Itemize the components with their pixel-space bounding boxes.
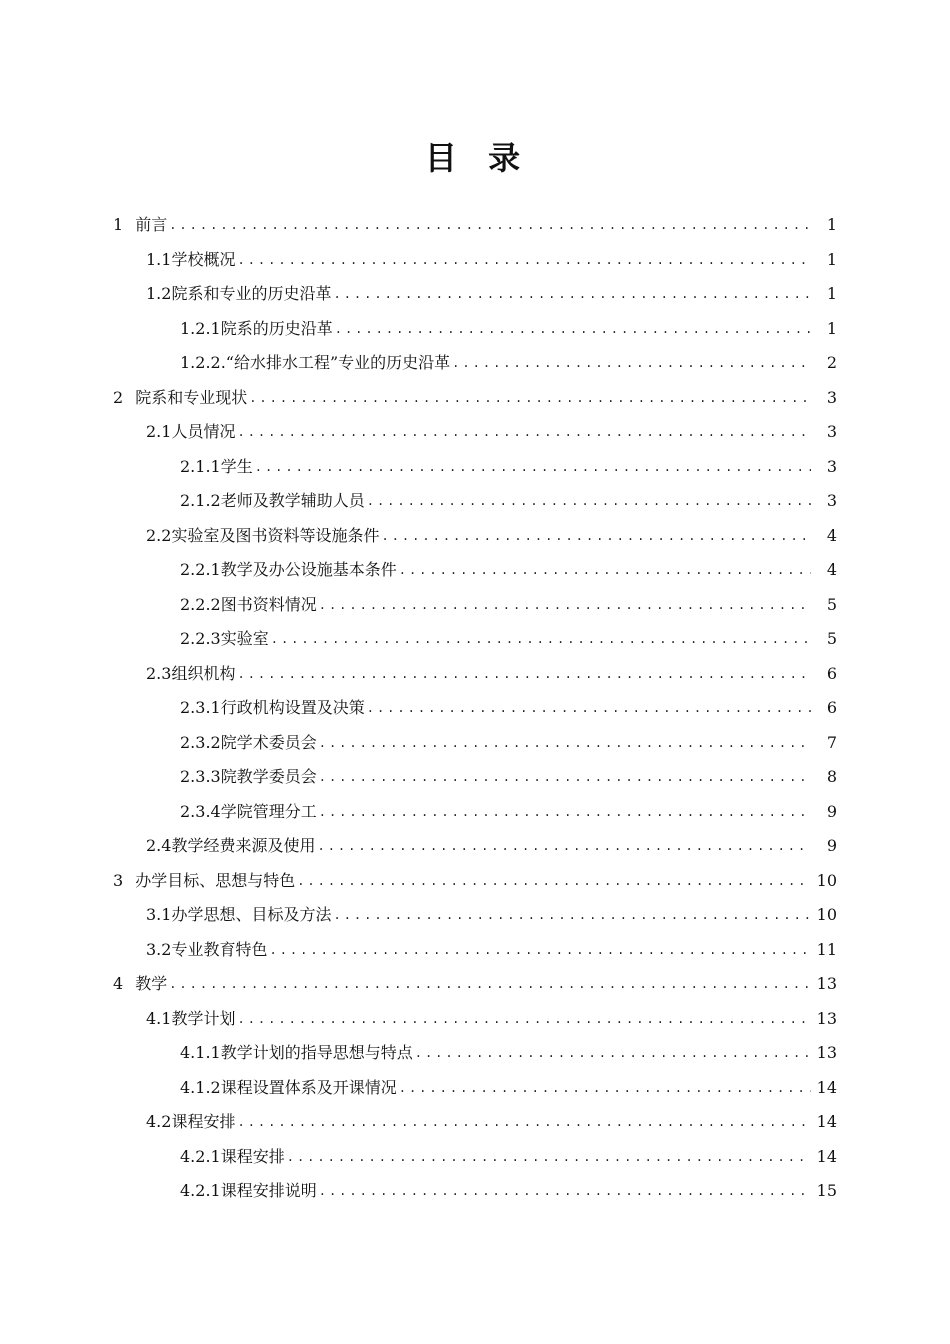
toc-dot-leader <box>399 560 811 580</box>
toc-entry[interactable] <box>0 1105 950 1140</box>
toc-dot-leader <box>237 422 811 442</box>
toc-dot-leader <box>367 491 811 511</box>
toc-entry-number: 3.2 <box>146 939 172 959</box>
toc-entry-page-number: 3 <box>826 456 837 476</box>
toc-entry-title: 人员情况 <box>171 422 236 442</box>
toc-entry[interactable] <box>0 691 950 726</box>
toc-entry-page-number: 3 <box>826 491 837 511</box>
toc-entry-number: 1.2 <box>146 284 172 304</box>
toc-entry-number: 2.2.1 <box>180 560 221 580</box>
toc-entry[interactable] <box>0 864 950 899</box>
toc-entry-page-number: 9 <box>826 801 837 821</box>
toc-entry-page-number: 1 <box>826 318 837 338</box>
toc-entry-number: 2.4 <box>146 836 172 856</box>
toc-entry-page-number: 5 <box>826 629 837 649</box>
toc-entry-number: 3 <box>113 870 124 890</box>
toc-entry-page-number: 3 <box>826 422 837 442</box>
toc-entry[interactable] <box>0 588 950 623</box>
toc-entry-number: 2.1 <box>146 422 172 442</box>
toc-entry-page-number: 10 <box>816 870 837 890</box>
toc-entry[interactable] <box>0 795 950 830</box>
toc-entry-number: 2.2.3 <box>180 629 221 649</box>
toc-dot-leader <box>287 1147 811 1167</box>
toc-entry-title: 实验室 <box>220 629 269 649</box>
toc-entry-title: 课程设置体系及开课情况 <box>220 1077 397 1097</box>
toc-dot-leader <box>237 1009 811 1029</box>
toc-entry-number: 4 <box>113 974 124 994</box>
toc-entry-title: 教学计划的指导思想与特点 <box>220 1043 413 1063</box>
toc-entry-number: 4.1.2 <box>180 1077 221 1097</box>
toc-entry-page-number: 7 <box>826 732 837 752</box>
page-title: 目 录 <box>424 139 531 177</box>
toc-dot-leader <box>319 802 811 822</box>
toc-entry-page-number: 13 <box>816 1008 837 1028</box>
toc-entry-title: 老师及教学辅助人员 <box>220 491 365 511</box>
toc-entry-title: “给水排水工程”专业的历史沿革 <box>225 353 451 373</box>
toc-dot-leader <box>415 1043 811 1063</box>
toc-entry-page-number: 13 <box>816 1043 837 1063</box>
toc-entry-number: 2.3.1 <box>180 698 221 718</box>
toc-entry-page-number: 13 <box>816 974 837 994</box>
toc-entry-page-number: 1 <box>826 284 837 304</box>
toc-entry[interactable] <box>0 1174 950 1209</box>
toc-entry[interactable] <box>0 243 950 278</box>
toc-entry[interactable] <box>0 553 950 588</box>
toc-entry[interactable] <box>0 415 950 450</box>
toc-dot-leader <box>317 836 811 856</box>
toc-entry-page-number: 4 <box>826 525 837 545</box>
toc-entry[interactable] <box>0 760 950 795</box>
toc-dot-leader <box>237 250 811 270</box>
toc-entry-page-number: 14 <box>816 1077 837 1097</box>
toc-entry-number: 1.1 <box>146 249 172 269</box>
toc-dot-leader <box>319 767 811 787</box>
toc-entry-number: 4.2 <box>146 1112 172 1132</box>
toc-entry-page-number: 11 <box>816 939 837 959</box>
toc-entry-page-number: 9 <box>826 836 837 856</box>
toc-dot-leader <box>452 353 811 373</box>
toc-dot-leader <box>255 457 811 477</box>
toc-entry-title: 院系和专业现状 <box>135 387 248 407</box>
toc-entry-number: 4.2.1 <box>180 1146 221 1166</box>
toc-dot-leader <box>381 526 811 546</box>
toc-entry-title: 教学 <box>135 974 168 994</box>
toc-entry-number: 4.1 <box>146 1008 172 1028</box>
toc-dot-leader <box>333 284 811 304</box>
toc-entry-number: 2.3.4 <box>180 801 221 821</box>
toc-entry-title: 院教学委员会 <box>220 767 317 787</box>
toc-entry-page-number: 14 <box>816 1146 837 1166</box>
toc-dot-leader <box>169 215 811 235</box>
toc-entry[interactable] <box>0 519 950 554</box>
toc-entry-page-number: 15 <box>816 1181 837 1201</box>
toc-dot-leader <box>319 733 811 753</box>
toc-entry-number: 2.1.1 <box>180 456 221 476</box>
toc-entry-number: 1 <box>113 215 124 235</box>
toc-dot-leader <box>169 974 811 994</box>
toc-entry-number: 3.1 <box>146 905 172 925</box>
toc-dot-leader <box>297 871 811 891</box>
toc-dot-leader <box>269 940 811 960</box>
toc-entry-number: 1.2.1 <box>180 318 221 338</box>
toc-entry-title: 院系和专业的历史沿革 <box>171 284 332 304</box>
toc-dot-leader <box>335 319 811 339</box>
toc-entry-title: 教学及办公设施基本条件 <box>220 560 397 580</box>
toc-dot-leader <box>367 698 811 718</box>
toc-entry-title: 学生 <box>220 456 253 476</box>
toc-dot-leader <box>333 905 811 925</box>
toc-entry-title: 前言 <box>135 215 168 235</box>
toc-entry-title: 院学术委员会 <box>220 732 317 752</box>
toc-entry-title: 办学目标、思想与特色 <box>135 870 296 890</box>
toc-entry-number: 2.3.3 <box>180 767 221 787</box>
toc-entry-page-number: 14 <box>816 1112 837 1132</box>
toc-dot-leader <box>237 1112 811 1132</box>
toc-entry-number: 1.2.2. <box>180 353 226 373</box>
toc-entry-page-number: 8 <box>826 767 837 787</box>
toc-entry-title: 学院管理分工 <box>220 801 317 821</box>
toc-entry-page-number: 6 <box>826 663 837 683</box>
toc-entry[interactable] <box>0 933 950 968</box>
toc-entry[interactable] <box>0 450 950 485</box>
toc-entry[interactable] <box>0 829 950 864</box>
toc-entry[interactable] <box>0 967 950 1002</box>
toc-entry-title: 学校概况 <box>171 249 236 269</box>
toc-entry[interactable] <box>0 1071 950 1106</box>
toc-dot-leader <box>319 595 811 615</box>
toc-entry[interactable] <box>0 622 950 657</box>
toc-entry[interactable] <box>0 381 950 416</box>
toc-entry[interactable] <box>0 726 950 761</box>
toc-entry-page-number: 10 <box>816 905 837 925</box>
toc-entry-number: 2 <box>113 387 124 407</box>
toc-entry-title: 课程安排 <box>171 1112 236 1132</box>
toc-entry-title: 办学思想、目标及方法 <box>171 905 332 925</box>
toc-entry-page-number: 1 <box>826 215 837 235</box>
toc-entry[interactable] <box>0 208 950 243</box>
toc-entry[interactable] <box>0 312 950 347</box>
toc-entry-number: 2.3.2 <box>180 732 221 752</box>
toc-dot-leader <box>399 1078 811 1098</box>
toc-entry-number: 4.1.1 <box>180 1043 221 1063</box>
toc-entry-page-number: 2 <box>826 353 837 373</box>
toc-entry-number: 2.1.2 <box>180 491 221 511</box>
toc-entry[interactable] <box>0 277 950 312</box>
toc-entry-title: 组织机构 <box>171 663 236 683</box>
toc-entry-page-number: 4 <box>826 560 837 580</box>
toc-entry[interactable] <box>0 1140 950 1175</box>
toc-entry[interactable] <box>0 1002 950 1037</box>
toc-dot-leader <box>249 388 811 408</box>
toc-entry-number: 2.3 <box>146 663 172 683</box>
toc-entry-title: 课程安排 <box>220 1146 285 1166</box>
toc-entry-number: 2.2 <box>146 525 172 545</box>
toc-entry-number: 2.2.2 <box>180 594 221 614</box>
toc-entry[interactable] <box>0 484 950 519</box>
toc-entry[interactable] <box>0 898 950 933</box>
toc-entry[interactable] <box>0 657 950 692</box>
table-of-contents <box>0 208 950 1209</box>
toc-entry-title: 实验室及图书资料等设施条件 <box>171 525 380 545</box>
toc-entry-page-number: 5 <box>826 594 837 614</box>
toc-entry-title: 课程安排说明 <box>220 1181 317 1201</box>
toc-entry[interactable] <box>0 346 950 381</box>
toc-entry-number: 4.2.1 <box>180 1181 221 1201</box>
toc-entry-title: 教学计划 <box>171 1008 236 1028</box>
toc-entry-title: 院系的历史沿革 <box>220 318 333 338</box>
toc-entry-title: 教学经费来源及使用 <box>171 836 316 856</box>
toc-entry-title: 行政机构设置及决策 <box>220 698 365 718</box>
toc-entry-title: 图书资料情况 <box>220 594 317 614</box>
toc-dot-leader <box>271 629 811 649</box>
toc-entry-page-number: 3 <box>826 387 837 407</box>
toc-entry-title: 专业教育特色 <box>171 939 268 959</box>
toc-entry-page-number: 1 <box>826 249 837 269</box>
toc-dot-leader <box>319 1181 811 1201</box>
toc-entry[interactable] <box>0 1036 950 1071</box>
toc-dot-leader <box>237 664 811 684</box>
toc-entry-page-number: 6 <box>826 698 837 718</box>
